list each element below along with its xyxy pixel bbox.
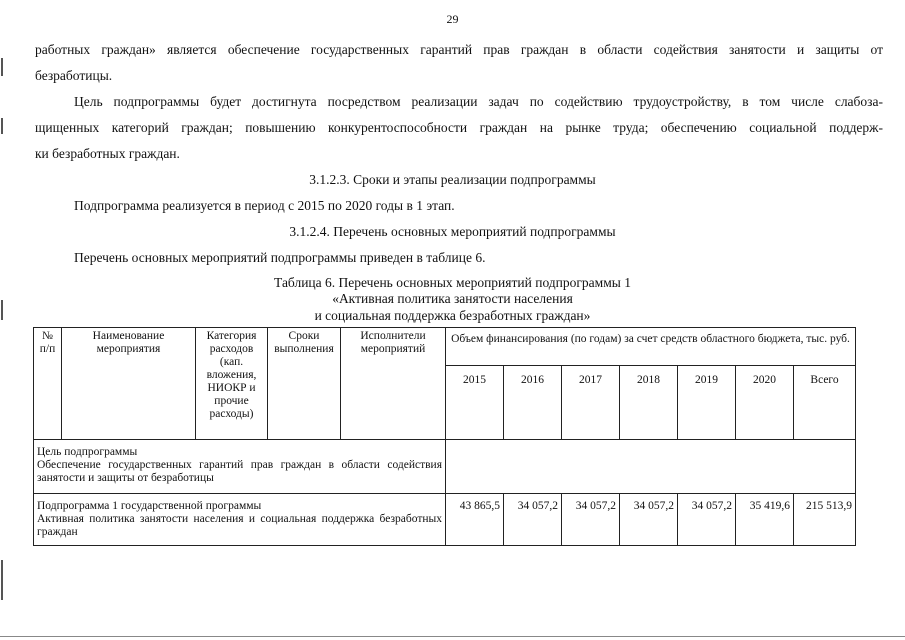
header-year-2018: 2018	[620, 366, 678, 440]
table-caption-line-3: и социальная поддержка безработных граждан»	[314, 308, 591, 323]
table-caption-line-2: «Активная политика занятости населения	[332, 291, 573, 306]
section-heading-3-1-2-4: 3.1.2.4. Перечень основных мероприятий подпрограммы	[289, 224, 616, 239]
goal-empty-cell	[446, 440, 856, 494]
page-number: 29	[446, 12, 459, 26]
subprogram-row	[34, 494, 856, 546]
header-year-2016: 2016	[504, 366, 562, 440]
header-num: № п/п	[34, 328, 62, 440]
header-year-2020: 2020	[736, 366, 794, 440]
goal-cell	[34, 440, 446, 494]
value-2015: 43 865,5	[446, 494, 504, 546]
margin-mark	[1, 560, 3, 600]
paragraph-2-line-2: щищенных категорий граждан; повышению конкурентоспособности граждан на рынке труда; обеспечению социальной поддерж-	[35, 120, 883, 135]
margin-mark	[1, 118, 3, 134]
header-name: Наименование мероприятия	[62, 328, 196, 440]
bottom-rule	[0, 636, 905, 637]
goal-text: Обеспечение государственных гарантий прав граждан в области содействия занятости и защиты от безработицы	[37, 459, 442, 484]
header-funding: Объем финансирования (по годам) за счет средств областного бюджета, тыс. руб.	[446, 328, 856, 366]
section-heading-3-1-2-3: 3.1.2.3. Сроки и этапы реализации подпрограммы	[309, 172, 596, 187]
subprogram-label: Подпрограмма 1 государственной программы	[37, 500, 262, 512]
value-2018: 34 057,2	[620, 494, 678, 546]
goal-label: Цель подпрограммы	[37, 446, 138, 458]
header-year-2017: 2017	[562, 366, 620, 440]
subprogram-text: Активная политика занятости населения и социальная поддержка безработных граждан	[37, 513, 442, 538]
value-2019: 34 057,2	[678, 494, 736, 546]
header-executors: Исполнители мероприятий	[341, 328, 446, 440]
goal-row	[34, 440, 856, 494]
header-category: Категория расходов (кап. вложения, НИОКР и прочие расходы)	[196, 328, 268, 440]
activities-table	[33, 327, 856, 546]
table-caption-line-1: Таблица 6. Перечень основных мероприятий подпрограммы 1	[274, 275, 631, 290]
paragraph-2-line-3: ки безработных граждан.	[35, 146, 180, 161]
paragraph-1-line-1: работных граждан» является обеспечение государственных гарантий прав граждан в области содействия занятости и защиты от	[35, 42, 883, 57]
paragraph-2-line-1: Цель подпрограммы будет достигнута посредством реализации задач по содействию трудоустройству, в том числе слабоза-	[74, 94, 883, 109]
header-year-2015: 2015	[446, 366, 504, 440]
header-terms: Сроки выполнения	[268, 328, 341, 440]
subprogram-cell	[34, 494, 446, 546]
value-2017: 34 057,2	[562, 494, 620, 546]
header-year-2019: 2019	[678, 366, 736, 440]
section-3-1-2-3-text: Подпрограмма реализуется в период с 2015 по 2020 годы в 1 этап.	[74, 198, 455, 213]
value-2016: 34 057,2	[504, 494, 562, 546]
margin-mark	[1, 58, 3, 76]
value-2020: 35 419,6	[736, 494, 794, 546]
paragraph-1-line-2: безработицы.	[35, 68, 113, 83]
header-total: Всего	[794, 366, 856, 440]
value-total: 215 513,9	[794, 494, 856, 546]
section-3-1-2-4-text: Перечень основных мероприятий подпрограммы приведен в таблице 6.	[74, 250, 486, 265]
